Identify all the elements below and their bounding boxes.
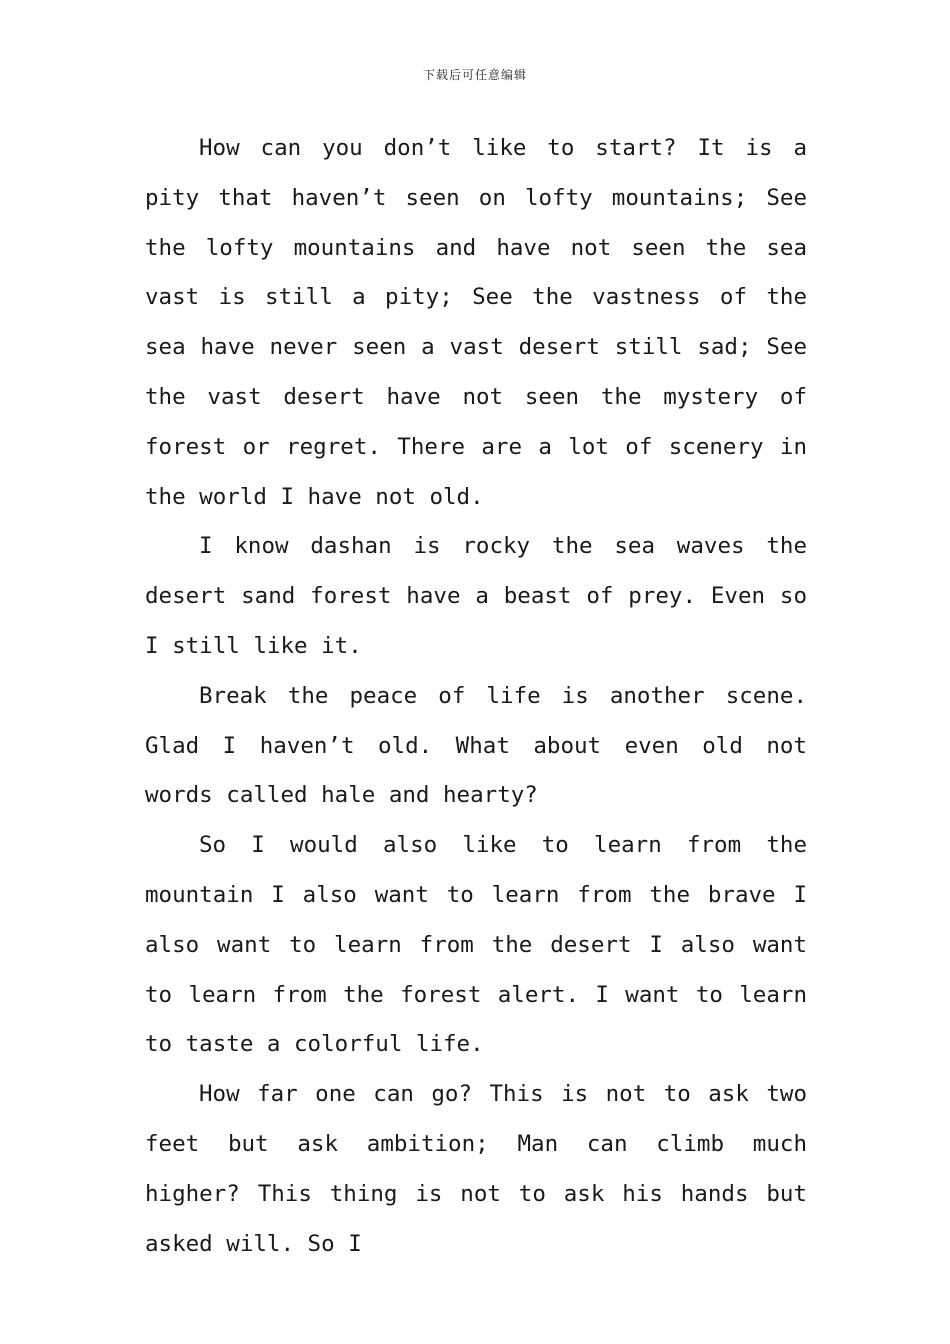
paragraph-4: So I would also like to learn from the mountain I also want to learn from the brave I also want to learn from the desert I also want to learn from the forest alert. I want to learn to taste a colorful life. [145,832,807,1058]
paragraph-1: How can you don’t like to start? It is a pity that haven’t seen on lofty mountains; See the lofty mountains and have not seen the sea vast is still a pity; See the vastness of the sea have never seen a vast desert still sad; See the vast desert have not seen the mystery of forest or regret. There are a lot of scenery in the world I have not old. [145,135,807,510]
paragraph-5: How far one can go? This is not to ask two feet but ask ambition; Man can climb much higher? This thing is not to ask his hands but asked will. So I [145,1081,807,1257]
header-note: 下载后可任意编辑 [422,68,527,82]
paragraph-3: Break the peace of life is another scene. Glad I haven’t old. What about even old not words called hale and hearty? [145,682,807,809]
paragraph-2: I know dashan is rocky the sea waves the desert sand forest have a beast of prey. Even so I still like it. [145,533,807,659]
document-body [145,124,807,1269]
